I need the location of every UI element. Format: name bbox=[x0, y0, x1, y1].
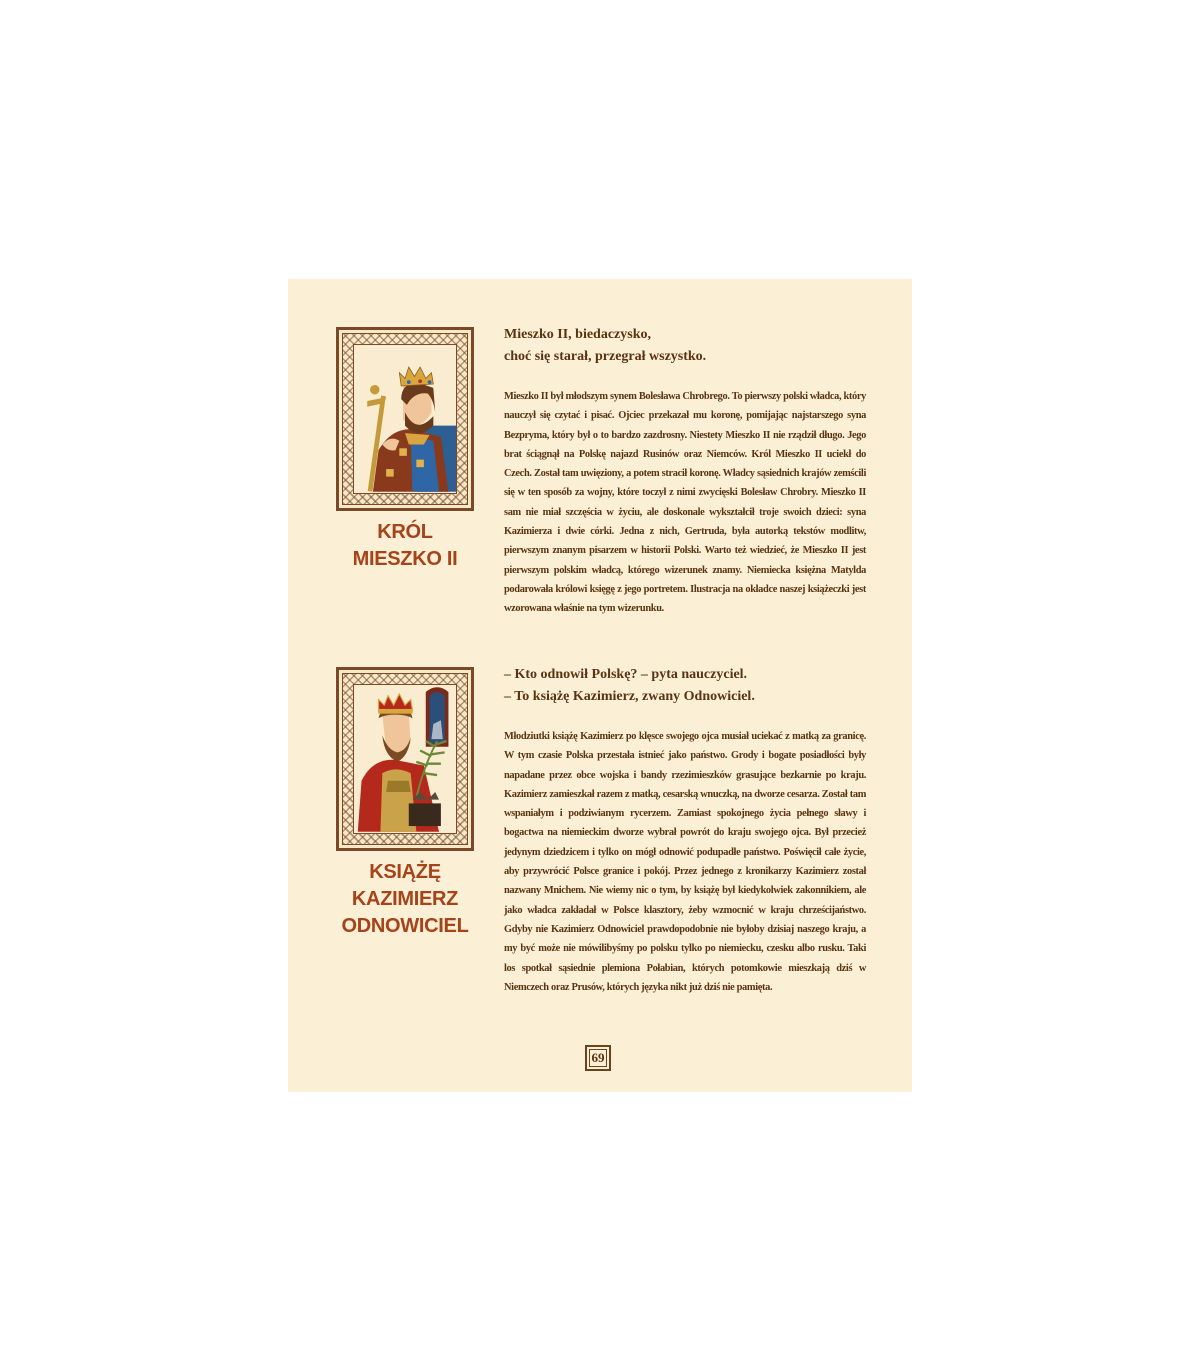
book-page bbox=[288, 279, 912, 1092]
ruler-title bbox=[336, 859, 474, 940]
ornamental-portrait-frame bbox=[336, 327, 474, 511]
ruler-title bbox=[336, 519, 474, 573]
page-number: 69 bbox=[585, 1045, 611, 1071]
prince-portrait-icon bbox=[353, 684, 457, 834]
ruler-title-line: ODNOWICIEL bbox=[341, 915, 469, 937]
headline-line: – To książę Kazimierz, zwany Odnowiciel. bbox=[504, 689, 755, 704]
headline-line: Mieszko II, biedaczysko, bbox=[504, 327, 651, 342]
headline-line: – Kto odnowił Polskę? – pyta nauczyciel. bbox=[504, 667, 748, 682]
ruler-title-line: MIESZKO II bbox=[352, 548, 458, 570]
headline-line: choć się starał, przegrał wszystko. bbox=[504, 349, 707, 364]
section-headline bbox=[504, 664, 876, 708]
section-headline bbox=[504, 324, 876, 368]
king-portrait-icon bbox=[353, 344, 457, 494]
ornamental-portrait-frame bbox=[336, 667, 474, 851]
ruler-title-line: KAZIMIERZ bbox=[351, 888, 459, 910]
ruler-title-line: KRÓL bbox=[377, 521, 433, 543]
section-body-text: Mieszko II był młodszym synem Bolesława Chrobrego. To pierwszy polski władca, który nauczył się czytać i pisać. Ojciec przekazał mu koronę, pomijając najstarszego syna Bezpryma, który był o to bardzo zazdrosny. Niestety Mieszko II nie rządził długo. Jego brat ściągnął na Polskę najazd Rusinów oraz Niemców. Król Mieszko II uciekł do Czech. Został tam uwięziony, a potem stracił koronę. Władcy sąsiednich krajów zemścili się w ten sposób za wojny, które toczył z nimi zwycięski Bolesław Chrobry. Mieszko II sam nie miał szczęścia w życiu, ale doskonale wykształcił troje swoich dzieci: syna Kazimierza i dwie córki. Jedna z nich, Gertruda, była autorką tekstów modlitw, pierwszym znanym pisarzem w historii Polski. Warto też wiedzieć, że Mieszko II jest pierwszym polskim władcą, którego wizerunek znamy. Niemiecka księżna Matylda podarowała królowi księgę z jego portretem. Ilustracja na okładce naszej książeczki jest wzorowana właśnie na tym wizerunku. bbox=[504, 391, 866, 615]
section-body-text: Młodziutki książę Kazimierz po klęsce swojego ojca musiał uciekać z matką za granicę. W tym czasie Polska przestała istnieć jako państwo. Grody i bogate posiadłości były napadane przez obce wojska i bandy rzezimieszków grasujące bezkarnie po kraju. Kazimierz zamieszkał razem z matką, cesarską wnuczką, na dworze cesarza. Został tam wspaniałym i podziwianym rycerzem. Zamiast spokojnego życia pełnego sławy i bogactwa na niemieckim dworze wybrał powrót do kraju swojego ojca. Był przecież jedynym dziedzicem i tylko on mógł odnowić podupadłe państwo. Poświęcił całe życie, aby przywrócić Polsce granice i pokój. Przez jednego z kronikarzy Kazimierz został nazwany Mnichem. Nie wiemy nic o tym, by książę był kiedykolwiek zakonnikiem, ale jako władca zakładał w Polsce klasztory, żeby wzmocnić w kraju chrześcijaństwo. Gdyby nie Kazimierz Odnowiciel prawdopodobnie nie byłoby dzisiaj naszego kraju, a my być może nie mówilibyśmy po polsku tylko po niemiecku, czesku albo rusku. Taki los spotkał sąsiednie plemiona Połabian, których potomkowie mieszkają dziś w Niemczech oraz Prusów, których języka nikt już dziś nie pamięta. bbox=[504, 731, 866, 993]
ruler-title-line: KSIĄŻĘ bbox=[369, 861, 441, 883]
